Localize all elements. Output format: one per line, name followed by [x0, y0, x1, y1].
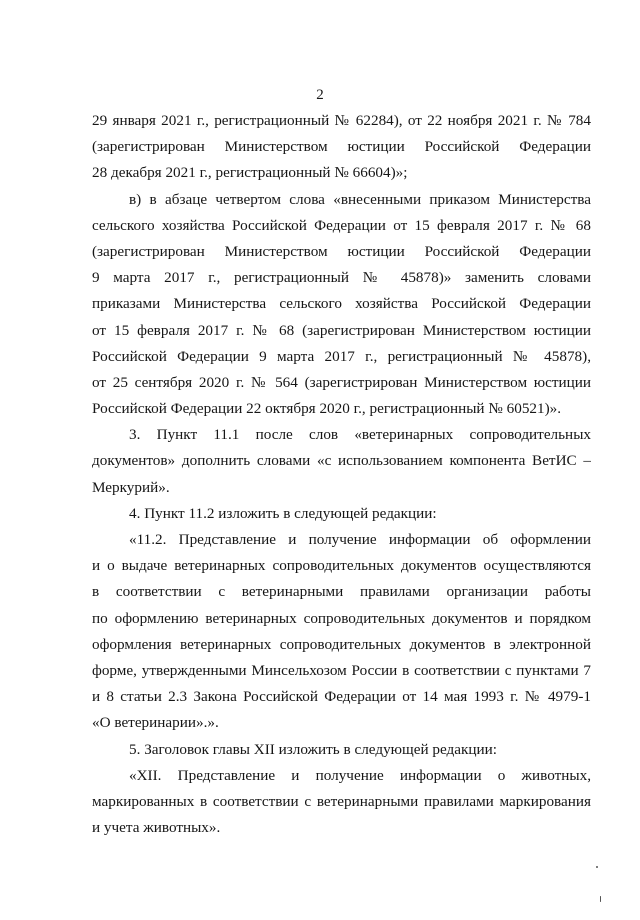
paragraph-quote-xii	[92, 763, 591, 842]
paragraph-item-4	[92, 501, 591, 527]
text-line: 4. Пункт 11.2 изложить в следующей редакции:	[129, 504, 437, 522]
text-line: оформления ветеринарных сопроводительных документов в электронной	[92, 635, 591, 653]
page-number: 2	[316, 87, 324, 103]
text-line: 29 января 2021 г., регистрационный № 62284), от 22 ноября 2021 г. № 784	[92, 112, 591, 129]
paragraph-quote-11-2	[92, 527, 591, 737]
text-line: сельского хозяйства Российской Федерации от 15 февраля 2017 г. № 68	[92, 216, 591, 234]
text-line: в соответствии с ветеринарными правилами организации работы	[92, 583, 591, 601]
text-line: приказами Министерства сельского хозяйства Российской Федерации	[92, 295, 591, 313]
text-line: и учета животных».	[92, 819, 221, 837]
paragraph-continuation	[92, 108, 591, 187]
paragraph-item-v	[92, 187, 591, 423]
text-line: 5. Заголовок главы XII изложить в следующей редакции:	[129, 740, 497, 758]
text-line: «XII. Представление и получение информации о животных,	[129, 766, 591, 784]
text-line: 9 марта 2017 г., регистрационный № 45878)» заменить словами	[92, 269, 591, 287]
text-line: от 15 февраля 2017 г. № 68 (зарегистрирован Министерством юстиции	[92, 321, 591, 339]
scan-speck	[600, 896, 601, 902]
text-line: 28 декабря 2021 г., регистрационный № 66604)»;	[92, 164, 408, 182]
paragraph-item-3	[92, 422, 591, 501]
text-line: Российской Федерации 22 октября 2020 г., регистрационный № 60521)».	[92, 400, 562, 418]
document-body	[92, 108, 591, 841]
text-line: документов» дополнить словами «с использованием компонента ВетИС –	[92, 452, 591, 470]
text-line: и о выдаче ветеринарных сопроводительных документов осуществляются	[92, 557, 591, 575]
text-line: «О ветеринарии».».	[92, 714, 219, 732]
text-line: по оформлению ветеринарных сопроводительных документов и порядком	[92, 609, 591, 627]
text-line: «11.2. Представление и получение информации об оформлении	[129, 531, 591, 548]
text-line: Меркурий».	[92, 478, 170, 496]
text-line: и 8 статьи 2.3 Закона Российской Федерации от 14 мая 1993 г. № 4979-1	[92, 688, 591, 706]
text-line: Российской Федерации 9 марта 2017 г., регистрационный № 45878),	[92, 347, 591, 365]
text-line: в) в абзаце четвертом слова «внесенными приказом Министерства	[129, 190, 591, 208]
text-line: от 25 сентября 2020 г. № 564 (зарегистрирован Министерством юстиции	[92, 373, 591, 391]
text-line: 3. Пункт 11.1 после слов «ветеринарных сопроводительных	[129, 426, 591, 444]
text-line: маркированных в соответствии с ветеринарными правилами маркирования	[92, 792, 591, 810]
paragraph-item-5	[92, 737, 591, 763]
text-line: форме, утвержденными Минсельхозом России в соответствии с пунктами 7	[92, 661, 591, 679]
text-line: (зарегистрирован Министерством юстиции Российской Федерации	[92, 138, 591, 156]
scan-speck	[596, 866, 598, 868]
text-line: (зарегистрирован Министерством юстиции Российской Федерации	[92, 242, 591, 260]
